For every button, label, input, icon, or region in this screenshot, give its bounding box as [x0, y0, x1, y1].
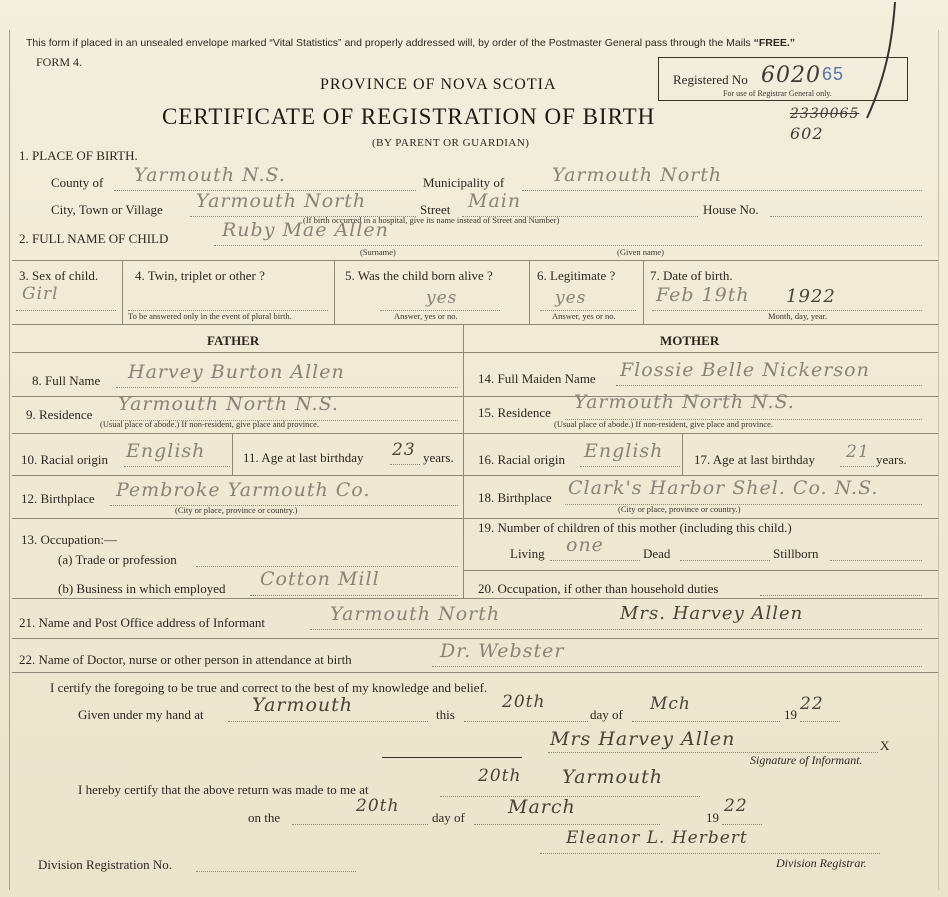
father-years: years. [423, 450, 454, 465]
return-day: 20th [478, 766, 522, 786]
month-line [632, 721, 780, 722]
alive-label: 5. Was the child born alive ? [345, 268, 493, 283]
mother-racial-label: 16. Racial origin [478, 452, 566, 467]
child-name-value: Ruby Mae Allen [222, 219, 389, 241]
hospital-note: (If birth occurred in a hospital, give its name instead of Street and Number) [303, 215, 560, 225]
parents-divider [463, 324, 464, 598]
mother-racial-value: English [584, 440, 664, 462]
row3-bottom-rule [12, 324, 938, 325]
this-day-line [464, 721, 588, 722]
father-rule-3 [12, 475, 463, 476]
on-month: March [508, 796, 576, 818]
return-place: Yarmouth [562, 766, 664, 788]
row3-divider-2 [334, 260, 335, 324]
trade-line [196, 566, 458, 567]
margin-note-1: 2330065 [790, 106, 860, 122]
street-label: Street [420, 202, 451, 217]
date-year: 1922 [786, 286, 836, 307]
city-value: Yarmouth North [196, 190, 367, 212]
date-label: 7. Date of birth. [650, 268, 733, 283]
year-value: 22 [800, 694, 824, 714]
mother-name-value: Flossie Belle Nickerson [620, 359, 870, 381]
twin-label: 4. Twin, triplet or other ? [135, 268, 265, 283]
form-number: FORM 4. [36, 55, 83, 69]
county-label: County of [51, 175, 104, 190]
municipality-label: Municipality of [423, 175, 505, 190]
margin-note-2: 602 [790, 124, 824, 143]
day-of-label: day of [590, 707, 623, 722]
mother-racial-line [580, 466, 680, 467]
stillborn-line [830, 560, 922, 561]
street-value: Main [468, 190, 522, 212]
father-residence-value: Yarmouth North N.S. [118, 393, 339, 415]
informant-line [310, 629, 922, 630]
division-no-label: Division Registration No. [38, 857, 172, 872]
living-label: Living [510, 546, 545, 561]
on-year-prefix: 19 [706, 810, 719, 825]
mother-residence-note: (Usual place of abode.) If non-resident, give place and province. [554, 419, 774, 429]
mother-residence-value: Yarmouth North N.S. [574, 391, 795, 413]
on-the-label: on the [248, 810, 281, 825]
doctor-rule [12, 672, 938, 673]
mother-age-line [840, 466, 874, 467]
informant-signature: Mrs Harvey Allen [550, 728, 736, 750]
county-value: Yarmouth N.S. [134, 164, 286, 186]
mother-occupation-label: 20. Occupation, if other than household duties [478, 581, 719, 596]
doctor-value: Dr. Webster [440, 640, 565, 662]
mother-age-label: 17. Age at last birthday [694, 452, 815, 467]
this-label: this [436, 707, 455, 722]
day-of-label-2: day of [432, 810, 465, 825]
father-name-line [116, 387, 458, 388]
father-age-value: 23 [392, 440, 416, 460]
mother-heading: MOTHER [660, 333, 720, 348]
on-year: 22 [724, 796, 748, 816]
business-value: Cotton Mill [260, 568, 380, 590]
father-racial-divider [232, 433, 233, 475]
informant-label: 21. Name and Post Office address of Informant [19, 615, 265, 630]
business-line [250, 595, 458, 596]
parents-bottom-rule [12, 598, 938, 599]
father-racial-label: 10. Racial origin [21, 452, 109, 467]
witness-line [382, 757, 522, 758]
legit-label: 6. Legitimate ? [537, 268, 616, 283]
mother-rule-2 [463, 433, 938, 434]
mother-name-line [616, 385, 922, 386]
father-age-label: 11. Age at last birthday [243, 450, 364, 465]
registered-value: 6020 [761, 63, 821, 88]
date-caption: Month, day, year. [768, 311, 828, 321]
mother-rule-5 [463, 570, 938, 571]
trade-label: (a) Trade or profession [58, 552, 177, 567]
surname-caption: (Surname) [360, 247, 396, 257]
municipality-value: Yarmouth North [552, 164, 723, 186]
year-prefix: 19 [784, 707, 797, 722]
certificate-subtitle: (BY PARENT OR GUARDIAN) [372, 137, 530, 149]
left-margin-rule [9, 30, 10, 890]
on-day: 20th [356, 796, 400, 816]
children-label: 19. Number of children of this mother (including this child.) [478, 520, 792, 535]
given-place: Yarmouth [252, 694, 354, 716]
doctor-line [432, 666, 922, 667]
father-occupation-label: 13. Occupation:— [21, 532, 118, 547]
father-birthplace-value: Pembroke Yarmouth Co. [116, 479, 371, 501]
on-day-line [292, 824, 428, 825]
return-text: I hereby certify that the above return was made to me at [78, 782, 369, 797]
city-label: City, Town or Village [51, 202, 163, 217]
father-rule-2 [12, 433, 463, 434]
parents-heading-rule [12, 352, 938, 353]
registrar-use-note: For use of Registrar General only. [723, 89, 832, 98]
informant-rule [12, 638, 938, 639]
year-line [800, 721, 840, 722]
date-value: Feb 19th [656, 284, 750, 306]
signature-caption: Signature of Informant. [750, 753, 863, 767]
living-value: one [566, 534, 604, 556]
place-of-birth-label: 1. PLACE OF BIRTH. [19, 148, 138, 163]
mother-birthplace-value: Clark's Harbor Shel. Co. N.S. [568, 477, 879, 499]
mother-rule-4 [463, 518, 938, 519]
father-age-line [390, 464, 420, 465]
twin-note: To be answered only in the event of plural birth. [128, 311, 292, 321]
registered-stamp: 65 [822, 64, 845, 84]
informant-name: Mrs. Harvey Allen [620, 603, 804, 624]
mother-birthplace-note: (City or place, province or country.) [618, 504, 741, 514]
province-heading: PROVINCE OF NOVA SCOTIA [320, 76, 557, 93]
on-month-line [474, 824, 660, 825]
municipality-line [522, 190, 922, 191]
registered-label: Registered No [673, 72, 748, 87]
father-birthplace-label: 12. Birthplace [21, 491, 95, 506]
mother-name-label: 14. Full Maiden Name [478, 371, 596, 386]
row3-divider-3 [529, 260, 530, 324]
registrar-signature: Eleanor L. Herbert [566, 828, 748, 848]
row3-divider-4 [643, 260, 644, 324]
legit-caption: Answer, yes or no. [552, 311, 616, 321]
this-day: 20th [502, 692, 546, 712]
sex-line [16, 310, 116, 311]
father-residence-label: 9. Residence [26, 407, 93, 422]
sex-value: Girl [22, 284, 59, 304]
given-place-line [228, 721, 428, 722]
given-label: Given under my hand at [78, 707, 204, 722]
mother-occupation-line [760, 595, 922, 596]
mother-years: years. [876, 452, 907, 467]
business-label: (b) Business in which employed [58, 581, 226, 596]
father-racial-value: English [126, 440, 206, 462]
right-margin-rule [938, 30, 939, 890]
alive-caption: Answer, yes or no. [394, 311, 458, 321]
mother-age-value: 21 [846, 442, 870, 462]
division-no-line [196, 871, 356, 872]
dead-line [680, 560, 770, 561]
house-line [770, 216, 922, 217]
row3-top-rule [12, 260, 938, 261]
living-line [550, 560, 640, 561]
mother-rule-3 [463, 475, 938, 476]
child-name-label: 2. FULL NAME OF CHILD [19, 231, 169, 246]
father-racial-line [124, 466, 230, 467]
mail-notice: This form if placed in an unsealed envelope marked “Vital Statistics” and properly addressed will, by order of the Postmaster General pass through the Mails “FREE.” [26, 37, 796, 49]
father-heading: FATHER [207, 333, 260, 348]
father-name-label: 8. Full Name [32, 373, 101, 388]
mother-residence-label: 15. Residence [478, 405, 551, 420]
alive-value: yes [426, 288, 458, 308]
informant-address: Yarmouth North [330, 603, 501, 625]
given-name-caption: (Given name) [617, 247, 664, 257]
mother-birthplace-label: 18. Birthplace [478, 490, 552, 505]
stillborn-label: Stillborn [773, 546, 819, 561]
certify-text: I certify the foregoing to be true and correct to the best of my knowledge and belief. [50, 680, 488, 695]
child-name-line [214, 245, 922, 246]
father-residence-note: (Usual place of abode.) If non-resident, give place and province. [100, 419, 320, 429]
legit-value: yes [555, 288, 587, 308]
father-birthplace-note: (City or place, province or country.) [175, 505, 298, 515]
father-rule-4 [12, 518, 463, 519]
house-label: House No. [703, 202, 759, 217]
x-mark: X [880, 738, 890, 753]
certificate-title: CERTIFICATE OF REGISTRATION OF BIRTH [162, 104, 656, 129]
registrar-line [540, 853, 880, 854]
sex-label: 3. Sex of child. [19, 268, 99, 283]
father-name-value: Harvey Burton Allen [128, 361, 345, 383]
on-year-line [722, 824, 762, 825]
mother-racial-divider [682, 433, 683, 475]
dead-label: Dead [643, 546, 671, 561]
month-value: Mch [650, 694, 691, 714]
division-registrar-caption: Division Registrar. [776, 856, 867, 870]
doctor-label: 22. Name of Doctor, nurse or other person in attendance at birth [19, 652, 352, 667]
row3-divider-1 [122, 260, 123, 324]
